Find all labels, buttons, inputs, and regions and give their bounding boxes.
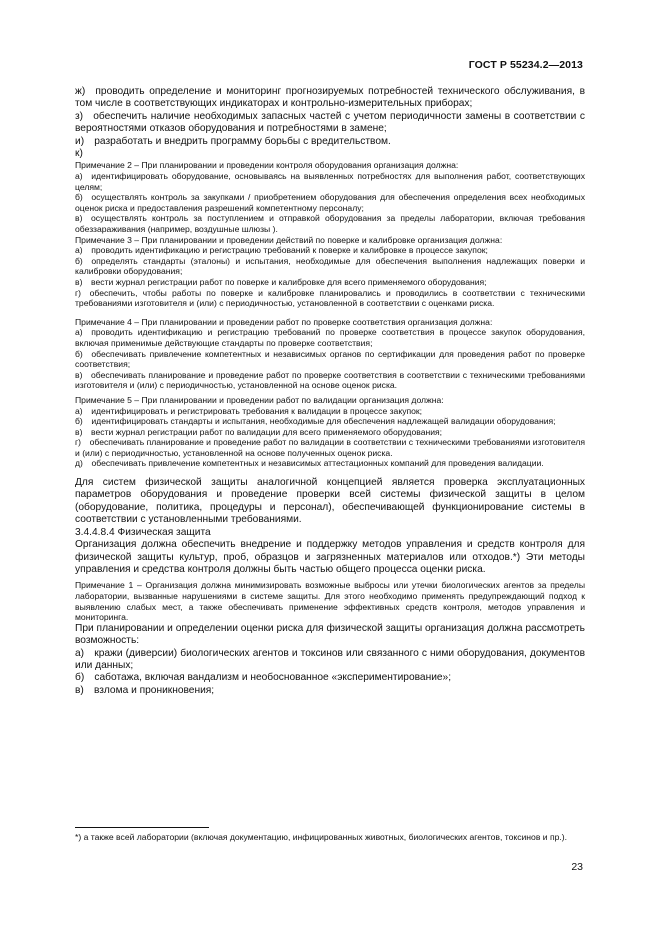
- note-paragraph: Примечание 4 – При планировании и проведении работ по проверке соответствия организация должна:: [75, 316, 493, 327]
- page-number: 23: [571, 861, 583, 873]
- body-paragraph: к): [75, 148, 83, 160]
- body-paragraph: а) кражи (диверсии) биологических агентов и токсинов или связанного с ними оборудования, документов или данных;: [75, 647, 585, 671]
- note-paragraph: б) идентифицировать стандарты и испытания, необходимые для обеспечения надлежащей валидации оборудования;: [75, 416, 556, 427]
- note-paragraph: б) обеспечивать привлечение компетентных и независимых органов по сертификации для проведения работ по проверке соответствия;: [75, 348, 585, 370]
- spacer: [75, 469, 585, 477]
- note-paragraph: в) осуществлять контроль за поступлением и отправкой оборудования за пределы лаборатории, включая требования обеззараживания (например, воздушные шлюзы ).: [75, 213, 585, 234]
- body-paragraph: и) разработать и внедрить программу борьбы с вредительством.: [75, 135, 391, 147]
- note-paragraph: Примечание 2 – При планировании и проведении контроля оборудования организация должна:: [75, 160, 459, 171]
- note-paragraph: Примечание 1 – Организация должна минимизировать возможные выбросы или утечки биологических агентов за пределы лаборатории, вызванные нарушениями в системе защиты. Для этого необходимо применять предупреждающий подход к выявлению слабых мест, а также обеспечивать применение эффективных средств контроля, методов управления и мониторинга.: [75, 580, 585, 623]
- body-paragraph: з) обеспечить наличие необходимых запасных частей с учетом периодичности замены в соответствии с вероятностями отказов оборудования и потребностями в замене;: [75, 110, 585, 135]
- note-paragraph: а) идентифицировать и регистрировать требования к валидации в процессе закупок;: [75, 405, 423, 416]
- note-paragraph: г) обеспечить, чтобы работы по поверке и калибровке планировались и проводились в соответствии с техническими требованиями изготовителя и (или) с периодичностью, установленной в соответствии с оценками риска.: [75, 287, 585, 309]
- note-paragraph: б) определять стандарты (эталоны) и испытания, необходимые для обеспечения выполнения надлежащих поверки и калибровки оборудования;: [75, 255, 585, 277]
- note-paragraph: а) идентифицировать оборудование, основываясь на выявленных потребностях для выполнения работ, соответствующих целям;: [75, 171, 585, 192]
- note-paragraph: в) вести журнал регистрации работ по валидации для всего применяемого оборудования;: [75, 426, 443, 437]
- footnote: *) а также всей лаборатории (включая документацию, инфицированных животных, биологических агентов, токсинов и пр.).: [75, 832, 568, 842]
- note-paragraph: г) обеспечивать планирование и проведение работ по валидации в соответствии с техническими требованиями изготовителя и (или) с периодичностью, установленной на основе полученных оценок риска.: [75, 437, 585, 458]
- body-paragraph: При планировании и определении оценки риска для физической защиты организация должна рассмотреть возможность:: [75, 622, 585, 647]
- note-paragraph: д) обеспечивать привлечение компетентных и независимых аттестационных компаний для проведения валидации.: [75, 458, 544, 469]
- body-paragraph: в) взлома и проникновения;: [75, 684, 215, 696]
- note-paragraph: Примечание 5 – При планировании и проведении работ по валидации организация должна:: [75, 394, 444, 405]
- body-paragraph: Для систем физической защиты аналогичной концепцией является проверка эксплуатационных параметров оборудования и проведение проверки всей системы физической защиты в целом (оборудование, политика, процедуры и персонал), обеспечивающей функционирование системы в соответствии с установленными требованиями.: [75, 477, 585, 526]
- document-body: [75, 86, 585, 697]
- body-paragraph: Организация должна обеспечить внедрение и поддержку методов управления и средств контроля для физической защиты культур, проб, образцов и загрязненных материалов или отходов.*) Эти методы управления и средства контроля должны быть частью общего процесса оценки риска.: [75, 539, 585, 575]
- body-paragraph: 3.4.4.8.4 Физическая защита: [75, 526, 211, 538]
- note-paragraph: б) осуществлять контроль за закупками / приобретением оборудования для обеспечения определения всех необходимых оценок риска и предоставления разрешений компетентному персоналу;: [75, 192, 585, 213]
- body-paragraph: ж) проводить определение и мониторинг прогнозируемых потребностей технического обслуживания, в том числе в соответствующих индикаторах и контрольно-измерительных приборах;: [75, 86, 585, 110]
- note-paragraph: а) проводить идентификацию и регистрацию требований по проверке соответствия в процессе закупок оборудования, включая применимые действующие стандарты по проверке соответствия;: [75, 327, 585, 348]
- note-paragraph: Примечание 3 – При планировании и проведении действий по поверке и калибровке организация должна:: [75, 234, 503, 245]
- note-paragraph: в) вести журнал регистрации работ по поверке и калибровке для всего применяемого оборудования;: [75, 276, 487, 287]
- document-id: ГОСТ Р 55234.2—2013: [468, 59, 583, 71]
- spacer: [75, 309, 585, 317]
- note-paragraph: в) обеспечивать планирование и проведение работ по проверке соответствия в соответствии с техническими требованиями изготовителя и (или) с периодичностью, установленной на основе оценок риска.: [75, 369, 585, 391]
- footnote-separator: [75, 827, 209, 828]
- body-paragraph: б) саботажа, включая вандализм и необоснованное «экспериментирование»;: [75, 672, 452, 684]
- note-paragraph: а) проводить идентификацию и регистрацию требований к поверке и калибровке в процессе закупок;: [75, 245, 488, 256]
